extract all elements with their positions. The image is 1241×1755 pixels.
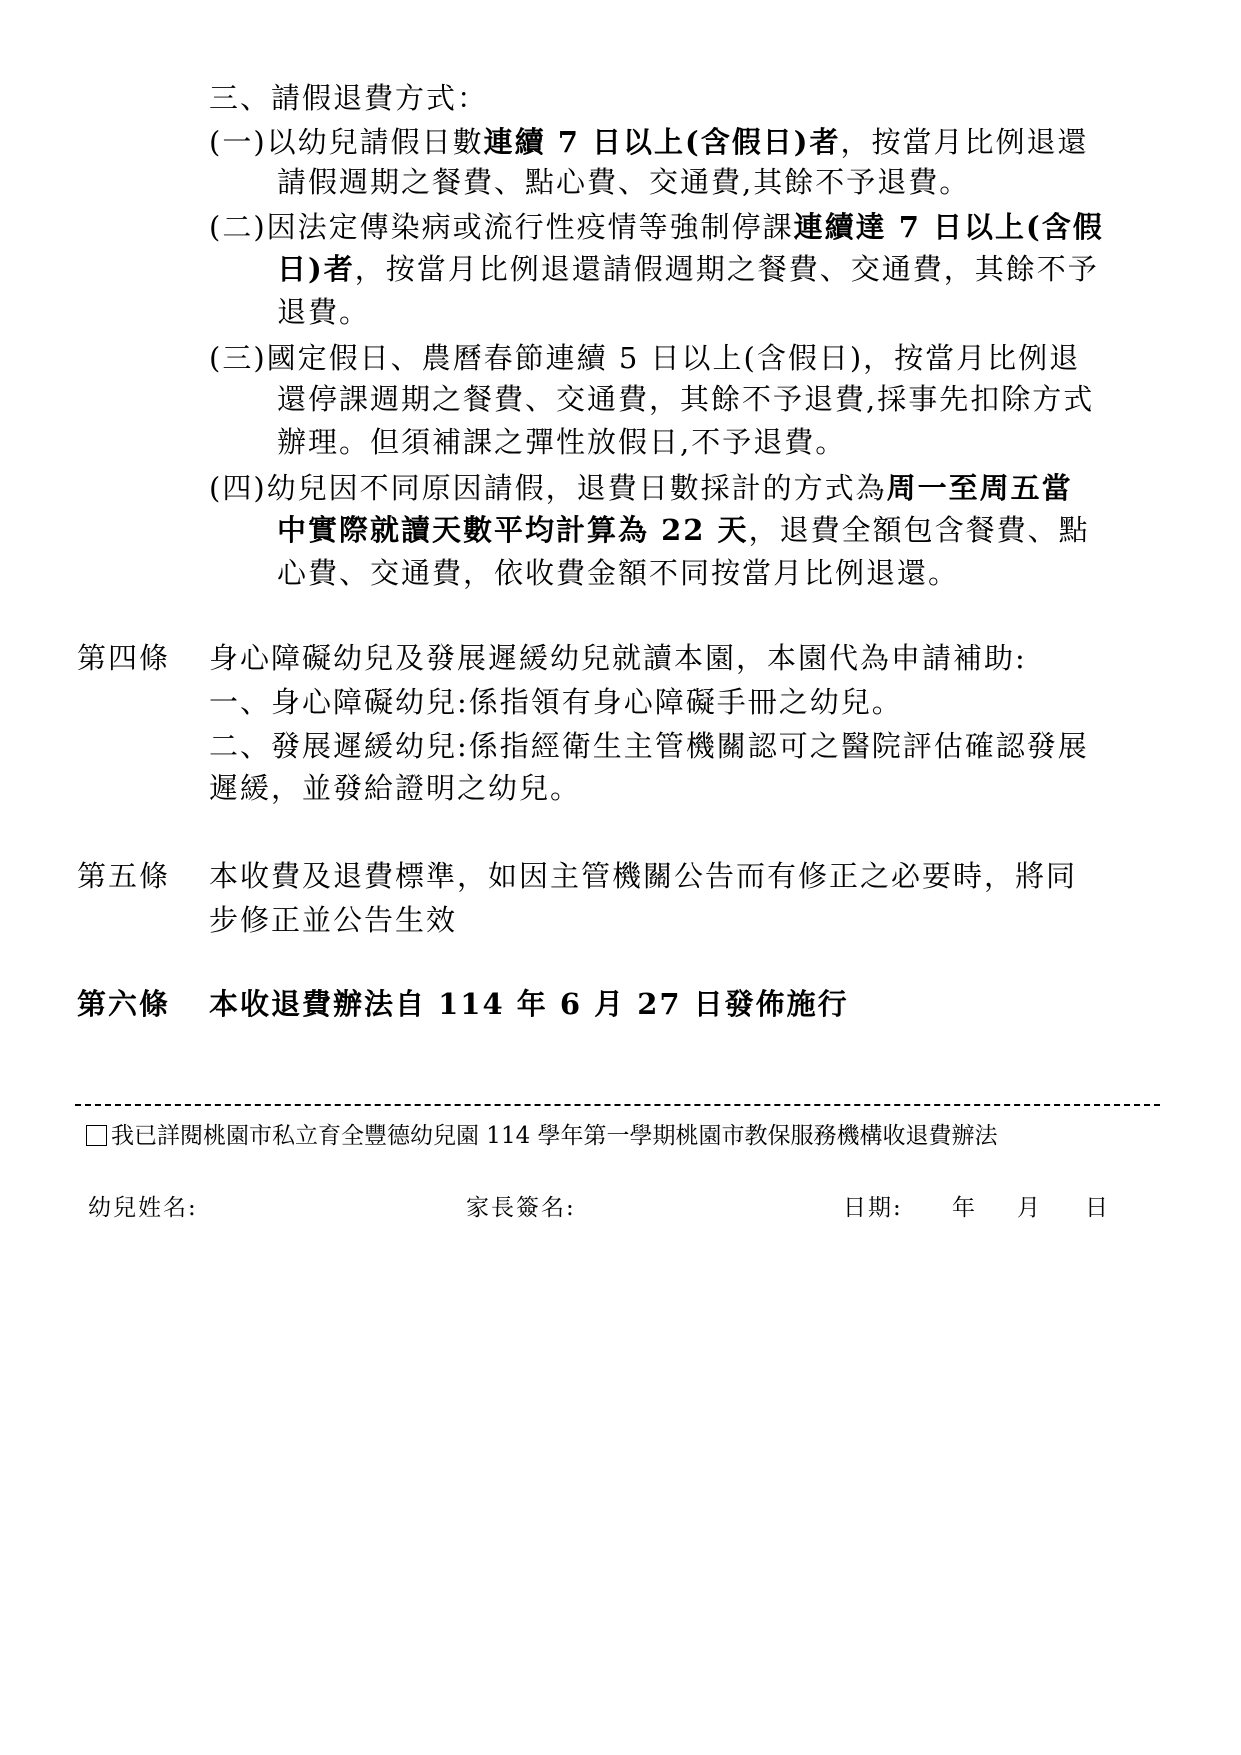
parent-sign-label: 家長簽名: bbox=[466, 1195, 576, 1221]
section-heading: 三、請假退費方式： bbox=[209, 81, 489, 115]
cut-line-divider bbox=[75, 1104, 1160, 1106]
item-3-line-2: 還停課週期之餐費、交通費，其餘不予退費,採事先扣除方式 bbox=[277, 382, 1095, 416]
item-label: (二) bbox=[209, 210, 267, 244]
item-emphasis: 中實際就讀天數平均計算為 22 天 bbox=[277, 513, 749, 547]
item-text: ，按當月比例退還 bbox=[840, 125, 1089, 159]
article-4-line-1: 身心障礙幼兒及發展遲緩幼兒就讀本園，本園代為申請補助: bbox=[209, 641, 1027, 675]
article-4-label: 第四條 bbox=[77, 641, 171, 675]
item-3-line-3: 辦理。但須補課之彈性放假日,不予退費。 bbox=[277, 425, 847, 459]
item-2-line-1 bbox=[209, 207, 1104, 247]
item-text: 以幼兒請假日數 bbox=[266, 125, 484, 159]
day-label: 日 bbox=[1085, 1195, 1110, 1221]
item-2-line-2 bbox=[277, 249, 1099, 289]
item-emphasis: 日)者 bbox=[277, 252, 355, 286]
article-6-text: 本收退費辦法自 114 年 6 月 27 日發佈施行 bbox=[209, 987, 849, 1021]
item-label: (一) bbox=[209, 125, 267, 159]
article-4-line-2: 一、身心障礙幼兒:係指領有身心障礙手冊之幼兒。 bbox=[209, 685, 903, 719]
year-label: 年 bbox=[952, 1195, 977, 1221]
item-text: ，按當月比例退還請假週期之餐費、交通費，其餘不予 bbox=[354, 252, 1099, 286]
item-text: 幼兒因不同原因請假，退費日數採計的方式為 bbox=[266, 471, 887, 505]
article-4-line-4: 遲緩，並發給證明之幼兒。 bbox=[209, 771, 582, 805]
date-label: 日期: bbox=[843, 1195, 903, 1221]
item-emphasis: 周一至周五當 bbox=[886, 471, 1073, 505]
item-text: 因法定傳染病或流行性疫情等強制停課 bbox=[266, 210, 794, 244]
item-text: 國定假日、農曆春節連續 5 日以上(含假日)，按當月比例退 bbox=[266, 341, 1081, 375]
item-emphasis: 連續 7 日以上(含假日)者 bbox=[483, 125, 841, 159]
article-5-line-2: 步修正並公告生效 bbox=[209, 903, 458, 937]
item-4-line-1 bbox=[209, 468, 1073, 508]
article-5-line-1: 本收費及退費標準，如因主管機關公告而有修正之必要時，將同 bbox=[209, 859, 1078, 893]
item-label: (四) bbox=[209, 471, 267, 505]
acknowledgement-row bbox=[86, 1116, 998, 1156]
article-5-label: 第五條 bbox=[77, 859, 171, 893]
item-emphasis: 連續達 7 日以上(含假 bbox=[793, 210, 1104, 244]
acknowledgement-checkbox[interactable] bbox=[86, 1125, 107, 1146]
acknowledgement-text: 我已詳閱桃園市私立育全豐德幼兒園 114 學年第一學期桃園市教保服務機構收退費辦法 bbox=[111, 1123, 998, 1149]
item-label: (三) bbox=[209, 341, 267, 375]
article-4-line-3: 二、發展遲緩幼兒:係指經衛生主管機關認可之醫院評估確認發展 bbox=[209, 729, 1089, 763]
item-4-line-2 bbox=[277, 510, 1090, 550]
item-3-line-1 bbox=[209, 338, 1080, 378]
item-2-line-3: 退費。 bbox=[277, 295, 371, 329]
item-1-line-1 bbox=[209, 122, 1089, 162]
item-1-line-2: 請假週期之餐費、點心費、交通費,其餘不予退費。 bbox=[277, 165, 971, 199]
month-label: 月 bbox=[1017, 1195, 1042, 1221]
child-name-label: 幼兒姓名: bbox=[88, 1195, 198, 1221]
item-text: ，退費全額包含餐費、點 bbox=[748, 513, 1090, 547]
item-4-line-3: 心費、交通費，依收費金額不同按當月比例退還。 bbox=[277, 556, 960, 590]
article-6-label: 第六條 bbox=[77, 987, 171, 1021]
